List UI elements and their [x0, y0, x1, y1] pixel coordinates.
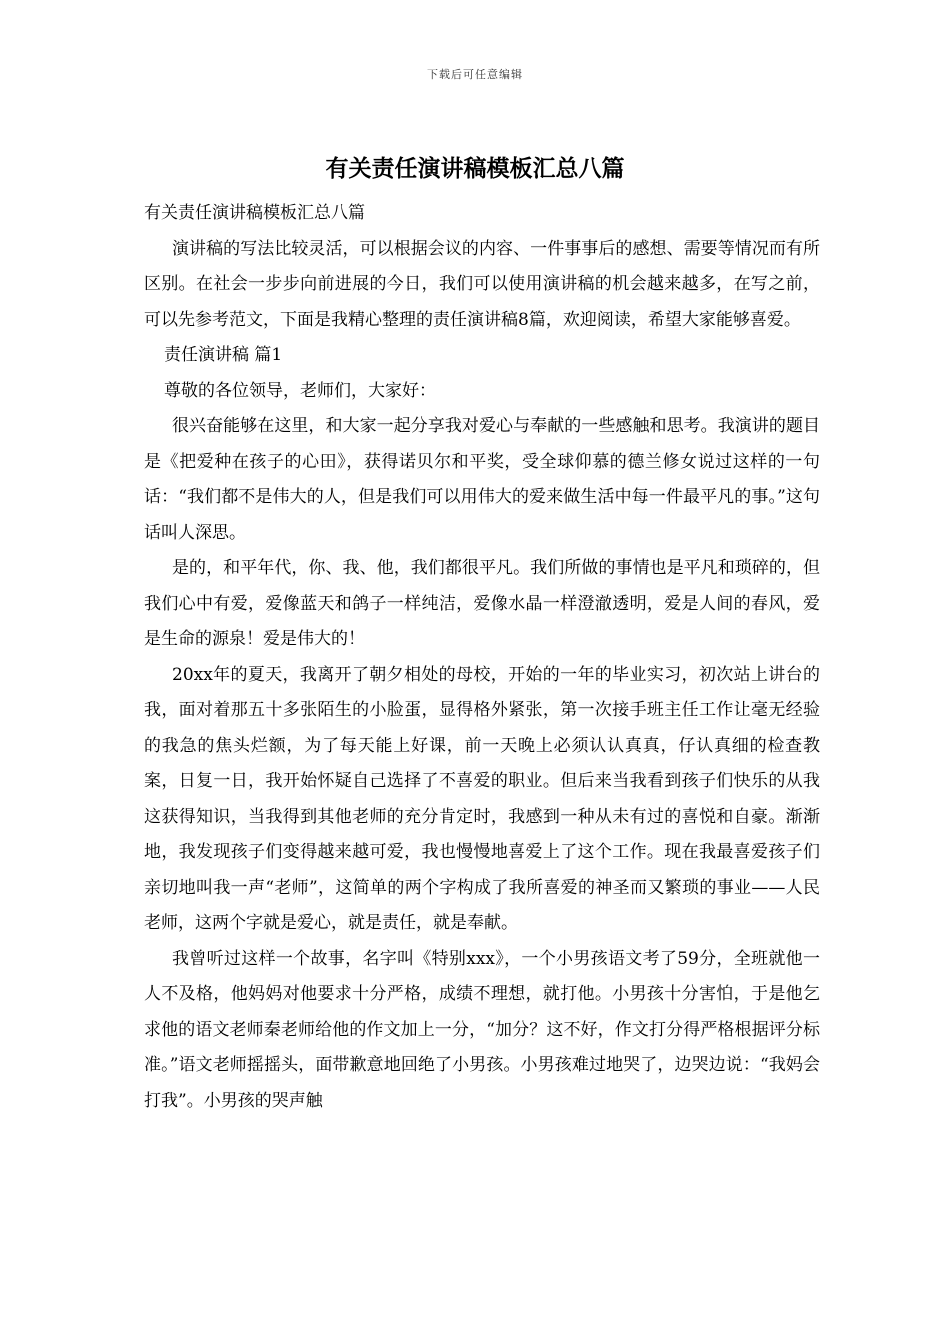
body-paragraph: 20xx年的夏天，我离开了朝夕相处的母校，开始的一年的毕业实习，初次站上讲台的我，面对着那五十多张陌生的小脸蛋，显得格外紧张，第一次接手班主任工作让毫无经验的我急的焦头烂额，为了每天能上好课，前一天晚上必须认认真真，仔认真细的检查教案，日复一日，我开始怀疑自己选择了不喜爱的职业。但后来当我看到孩子们快乐的从我这获得知识，当我得到其他老师的充分肯定时，我感到一种从未有过的喜悦和自豪。渐渐地，我发现孩子们变得越来越可爱，我也慢慢地喜爱上了这个工作。现在我最喜爱孩子们亲切地叫我一声“老师”，这简单的两个字构成了我所喜爱的神圣而又繁琐的事业——人民老师，这两个字就是爱心，就是责任，就是奉献。: [144, 664, 820, 933]
document-body: [144, 196, 820, 1119]
body-paragraph: 很兴奋能够在这里，和大家一起分享我对爱心与奉献的一些感触和思考。我演讲的题目是《把爱种在孩子的心田》，获得诺贝尔和平奖，受全球仰慕的德兰修女说过这样的一句话：“我们都不是伟大的人，但是我们可以用伟大的爱来做生活中每一件最平凡的事。”这句话叫人深思。: [144, 416, 820, 543]
body-paragraph: 是的，和平年代，你、我、他，我们都很平凡。我们所做的事情也是平凡和琐碎的，但我们心中有爱，爱像蓝天和鸽子一样纯洁，爱像水晶一样澄澈透明，爱是人间的春风，爱是生命的源泉！爱是伟大的！: [144, 558, 820, 649]
intro-paragraph: 演讲稿的写法比较灵活，可以根据会议的内容、一件事事后的感想、需要等情况而有所区别。在社会一步步向前进展的今日，我们可以使用演讲稿的机会越来越多，在写之前，可以先参考范文，下面是我精心整理的责任演讲稿8篇，欢迎阅读，希望大家能够喜爱。: [144, 238, 820, 330]
document-title: 有关责任演讲稿模板汇总八篇: [325, 155, 625, 182]
section-heading: 责任演讲稿 篇1: [164, 345, 283, 365]
body-paragraph: 我曾听过这样一个故事，名字叫《特别xxx》，一个小男孩语文考了59分，全班就他一人不及格，他妈妈对他要求十分严格，成绩不理想，就打他。小男孩十分害怕，于是他乞求他的语文老师秦老师给他的作文加上一分，“加分？这不好，作文打分得严格根据评分标准。”语文老师摇摇头，面带歉意地回绝了小男孩。小男孩难过地哭了，边哭边说：“我妈会打我”。小男孩的哭声触: [144, 948, 820, 1111]
header-note: 下载后可任意编辑: [427, 68, 523, 81]
document-subtitle: 有关责任演讲稿模板汇总八篇: [144, 203, 365, 223]
greeting: 尊敬的各位领导，老师们，大家好：: [164, 380, 436, 401]
